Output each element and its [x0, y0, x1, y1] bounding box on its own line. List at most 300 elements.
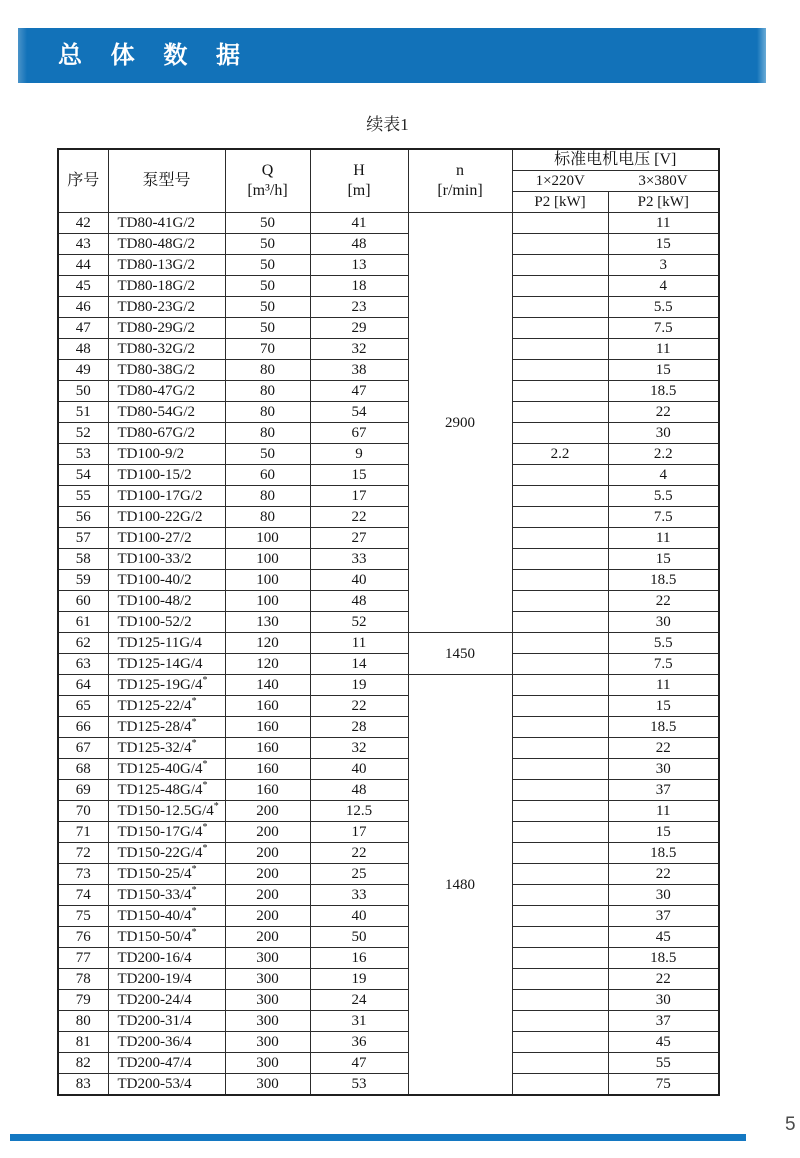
cell-h: 12.5 — [310, 801, 408, 822]
cell-model: TD80-54G/2 — [108, 402, 225, 423]
cell-p2-220v — [512, 591, 608, 612]
cell-model: TD100-22G/2 — [108, 507, 225, 528]
table-row — [58, 444, 719, 465]
cell-no: 44 — [58, 255, 108, 276]
cell-model: TD125-22/4* — [108, 696, 225, 717]
cell-q: 80 — [225, 423, 310, 444]
header-h-unit: [m] — [347, 182, 371, 199]
cell-no: 65 — [58, 696, 108, 717]
cell-p2-220v — [512, 759, 608, 780]
cell-h: 36 — [310, 1032, 408, 1053]
header-h — [310, 149, 408, 213]
cell-no: 61 — [58, 612, 108, 633]
cell-q: 80 — [225, 507, 310, 528]
cell-p2-380v: 30 — [608, 612, 719, 633]
cell-p2-380v: 22 — [608, 969, 719, 990]
cell-p2-220v — [512, 486, 608, 507]
cell-q: 300 — [225, 969, 310, 990]
section-title: 总 体 数 据 — [58, 42, 252, 69]
cell-p2-380v: 30 — [608, 759, 719, 780]
cell-model: TD125-11G/4 — [108, 633, 225, 654]
cell-p2-220v — [512, 1074, 608, 1096]
cell-p2-220v — [512, 1053, 608, 1074]
cell-p2-380v: 30 — [608, 885, 719, 906]
cell-p2-380v: 15 — [608, 696, 719, 717]
table-row — [58, 738, 719, 759]
cell-model: TD80-47G/2 — [108, 381, 225, 402]
cell-h: 16 — [310, 948, 408, 969]
cell-p2-220v — [512, 381, 608, 402]
model-asterisk: * — [202, 780, 208, 791]
cell-no: 64 — [58, 675, 108, 696]
cell-p2-220v — [512, 696, 608, 717]
header-voltage-group: 标准电机电压 [V] — [512, 149, 719, 171]
table-row — [58, 507, 719, 528]
cell-h: 22 — [310, 696, 408, 717]
table-row — [58, 864, 719, 885]
cell-q: 300 — [225, 948, 310, 969]
cell-model: TD100-17G/2 — [108, 486, 225, 507]
cell-model: TD80-29G/2 — [108, 318, 225, 339]
cell-q: 70 — [225, 339, 310, 360]
cell-h: 22 — [310, 843, 408, 864]
cell-no: 67 — [58, 738, 108, 759]
cell-h: 40 — [310, 759, 408, 780]
table-row — [58, 717, 719, 738]
cell-h: 24 — [310, 990, 408, 1011]
cell-p2-380v: 22 — [608, 402, 719, 423]
cell-no: 72 — [58, 843, 108, 864]
header-h-symbol: H — [353, 162, 365, 179]
cell-no: 45 — [58, 276, 108, 297]
cell-no: 54 — [58, 465, 108, 486]
cell-p2-380v: 4 — [608, 276, 719, 297]
section-header-bar — [18, 28, 766, 83]
cell-q: 80 — [225, 402, 310, 423]
cell-model: TD80-67G/2 — [108, 423, 225, 444]
cell-model: TD150-40/4* — [108, 906, 225, 927]
cell-no: 42 — [58, 213, 108, 234]
table-header — [58, 149, 719, 213]
cell-model: TD80-32G/2 — [108, 339, 225, 360]
header-380v: 3×380V — [608, 171, 719, 192]
cell-q: 50 — [225, 297, 310, 318]
cell-q: 50 — [225, 255, 310, 276]
header-q — [225, 149, 310, 213]
header-q-unit: [m³/h] — [247, 182, 288, 199]
cell-p2-380v: 55 — [608, 1053, 719, 1074]
cell-p2-380v: 5.5 — [608, 633, 719, 654]
cell-p2-220v — [512, 885, 608, 906]
table-row — [58, 801, 719, 822]
model-asterisk: * — [202, 843, 208, 854]
cell-q: 300 — [225, 1032, 310, 1053]
table-row — [58, 234, 719, 255]
cell-p2-380v: 22 — [608, 591, 719, 612]
model-asterisk: * — [202, 675, 208, 686]
table-row — [58, 423, 719, 444]
table-row — [58, 633, 719, 654]
cell-p2-380v: 7.5 — [608, 507, 719, 528]
cell-p2-220v — [512, 360, 608, 381]
header-n-unit: [r/min] — [437, 182, 483, 199]
cell-h: 33 — [310, 549, 408, 570]
model-asterisk: * — [191, 717, 197, 728]
cell-h: 17 — [310, 486, 408, 507]
cell-q: 80 — [225, 381, 310, 402]
cell-no: 76 — [58, 927, 108, 948]
cell-q: 120 — [225, 654, 310, 675]
cell-p2-220v — [512, 339, 608, 360]
cell-h: 28 — [310, 717, 408, 738]
cell-no: 80 — [58, 1011, 108, 1032]
cell-no: 70 — [58, 801, 108, 822]
cell-p2-380v: 37 — [608, 906, 719, 927]
cell-p2-220v — [512, 738, 608, 759]
cell-p2-380v: 18.5 — [608, 843, 719, 864]
cell-no: 60 — [58, 591, 108, 612]
cell-p2-380v: 75 — [608, 1074, 719, 1096]
cell-model: TD200-36/4 — [108, 1032, 225, 1053]
cell-p2-380v: 11 — [608, 213, 719, 234]
header-q-symbol: Q — [261, 162, 274, 179]
model-asterisk: * — [191, 885, 197, 896]
cell-model: TD100-33/2 — [108, 549, 225, 570]
header-model: 泵型号 — [108, 149, 225, 213]
model-asterisk: * — [191, 927, 197, 938]
cell-q: 60 — [225, 465, 310, 486]
cell-h: 23 — [310, 297, 408, 318]
cell-model: TD125-14G/4 — [108, 654, 225, 675]
cell-no: 62 — [58, 633, 108, 654]
table-row — [58, 549, 719, 570]
cell-model: TD125-28/4* — [108, 717, 225, 738]
cell-no: 66 — [58, 717, 108, 738]
cell-p2-220v — [512, 318, 608, 339]
cell-no: 57 — [58, 528, 108, 549]
cell-p2-380v: 11 — [608, 339, 719, 360]
cell-h: 18 — [310, 276, 408, 297]
cell-h: 14 — [310, 654, 408, 675]
table-row — [58, 780, 719, 801]
cell-q: 200 — [225, 864, 310, 885]
cell-h: 13 — [310, 255, 408, 276]
cell-h: 17 — [310, 822, 408, 843]
cell-p2-220v — [512, 549, 608, 570]
cell-model: TD125-48G/4* — [108, 780, 225, 801]
cell-h: 41 — [310, 213, 408, 234]
model-asterisk: * — [202, 759, 208, 770]
cell-q: 80 — [225, 360, 310, 381]
cell-model: TD100-9/2 — [108, 444, 225, 465]
cell-model: TD100-52/2 — [108, 612, 225, 633]
cell-p2-380v: 7.5 — [608, 654, 719, 675]
cell-p2-220v — [512, 780, 608, 801]
cell-p2-220v — [512, 255, 608, 276]
cell-p2-220v — [512, 1032, 608, 1053]
cell-p2-380v: 18.5 — [608, 570, 719, 591]
cell-h: 50 — [310, 927, 408, 948]
table-row — [58, 885, 719, 906]
table-row — [58, 318, 719, 339]
cell-p2-380v: 30 — [608, 423, 719, 444]
table-row — [58, 381, 719, 402]
cell-model: TD80-41G/2 — [108, 213, 225, 234]
cell-no: 82 — [58, 1053, 108, 1074]
table-row — [58, 591, 719, 612]
cell-model: TD200-19/4 — [108, 969, 225, 990]
cell-q: 50 — [225, 234, 310, 255]
table-row — [58, 969, 719, 990]
cell-no: 77 — [58, 948, 108, 969]
cell-p2-380v: 3 — [608, 255, 719, 276]
header-p2-220v: P2 [kW] — [512, 192, 608, 213]
cell-no: 81 — [58, 1032, 108, 1053]
cell-p2-380v: 30 — [608, 990, 719, 1011]
table-row — [58, 1011, 719, 1032]
cell-model: TD80-18G/2 — [108, 276, 225, 297]
cell-h: 9 — [310, 444, 408, 465]
cell-h: 54 — [310, 402, 408, 423]
cell-h: 32 — [310, 738, 408, 759]
cell-p2-380v: 18.5 — [608, 381, 719, 402]
cell-q: 160 — [225, 780, 310, 801]
cell-p2-380v: 18.5 — [608, 717, 719, 738]
cell-q: 160 — [225, 759, 310, 780]
cell-q: 160 — [225, 738, 310, 759]
cell-q: 120 — [225, 633, 310, 654]
cell-no: 79 — [58, 990, 108, 1011]
cell-model: TD150-25/4* — [108, 864, 225, 885]
cell-q: 50 — [225, 213, 310, 234]
cell-model: TD125-19G/4* — [108, 675, 225, 696]
cell-p2-220v — [512, 990, 608, 1011]
cell-q: 200 — [225, 822, 310, 843]
cell-q: 200 — [225, 927, 310, 948]
footer-rule — [10, 1134, 746, 1141]
cell-p2-380v: 15 — [608, 360, 719, 381]
cell-p2-220v — [512, 675, 608, 696]
cell-model: TD80-38G/2 — [108, 360, 225, 381]
cell-no: 74 — [58, 885, 108, 906]
cell-h: 67 — [310, 423, 408, 444]
model-asterisk: * — [191, 738, 197, 749]
cell-p2-220v — [512, 822, 608, 843]
cell-q: 200 — [225, 885, 310, 906]
cell-no: 55 — [58, 486, 108, 507]
table-row — [58, 675, 719, 696]
cell-q: 140 — [225, 675, 310, 696]
cell-no: 43 — [58, 234, 108, 255]
table-row — [58, 927, 719, 948]
cell-h: 52 — [310, 612, 408, 633]
table-row — [58, 612, 719, 633]
cell-model: TD150-33/4* — [108, 885, 225, 906]
cell-speed: 2900 — [408, 213, 512, 633]
cell-no: 58 — [58, 549, 108, 570]
table-row — [58, 1032, 719, 1053]
cell-h: 47 — [310, 381, 408, 402]
cell-q: 200 — [225, 843, 310, 864]
cell-no: 49 — [58, 360, 108, 381]
cell-no: 59 — [58, 570, 108, 591]
cell-no: 52 — [58, 423, 108, 444]
cell-no: 46 — [58, 297, 108, 318]
table-row — [58, 465, 719, 486]
cell-speed: 1450 — [408, 633, 512, 675]
cell-p2-380v: 37 — [608, 1011, 719, 1032]
cell-p2-380v: 15 — [608, 234, 719, 255]
cell-p2-380v: 22 — [608, 738, 719, 759]
cell-no: 83 — [58, 1074, 108, 1096]
table-row — [58, 696, 719, 717]
cell-model: TD150-17G/4* — [108, 822, 225, 843]
model-asterisk: * — [213, 801, 219, 812]
cell-no: 56 — [58, 507, 108, 528]
cell-h: 48 — [310, 591, 408, 612]
cell-no: 68 — [58, 759, 108, 780]
header-no: 序号 — [58, 149, 108, 213]
cell-no: 48 — [58, 339, 108, 360]
cell-model: TD150-50/4* — [108, 927, 225, 948]
table-row — [58, 906, 719, 927]
cell-p2-380v: 2.2 — [608, 444, 719, 465]
cell-h: 48 — [310, 780, 408, 801]
cell-p2-220v — [512, 633, 608, 654]
page-number: 5 — [785, 1114, 796, 1135]
cell-h: 32 — [310, 339, 408, 360]
cell-p2-380v: 11 — [608, 528, 719, 549]
cell-h: 27 — [310, 528, 408, 549]
cell-no: 51 — [58, 402, 108, 423]
table-row — [58, 528, 719, 549]
cell-p2-220v — [512, 465, 608, 486]
table-row — [58, 759, 719, 780]
cell-h: 48 — [310, 234, 408, 255]
cell-h: 40 — [310, 906, 408, 927]
cell-no: 53 — [58, 444, 108, 465]
cell-p2-220v — [512, 843, 608, 864]
table-row — [58, 822, 719, 843]
cell-model: TD200-31/4 — [108, 1011, 225, 1032]
cell-h: 15 — [310, 465, 408, 486]
header-220v: 1×220V — [512, 171, 608, 192]
table-row — [58, 1074, 719, 1096]
cell-model: TD125-32/4* — [108, 738, 225, 759]
cell-no: 69 — [58, 780, 108, 801]
cell-h: 29 — [310, 318, 408, 339]
cell-p2-220v — [512, 213, 608, 234]
cell-p2-220v — [512, 864, 608, 885]
cell-h: 38 — [310, 360, 408, 381]
cell-q: 300 — [225, 1011, 310, 1032]
cell-model: TD80-23G/2 — [108, 297, 225, 318]
header-p2-380v: P2 [kW] — [608, 192, 719, 213]
cell-no: 78 — [58, 969, 108, 990]
cell-q: 50 — [225, 444, 310, 465]
cell-h: 22 — [310, 507, 408, 528]
cell-q: 160 — [225, 696, 310, 717]
cell-p2-220v — [512, 1011, 608, 1032]
table-row — [58, 276, 719, 297]
cell-p2-220v — [512, 570, 608, 591]
table-row — [58, 339, 719, 360]
cell-h: 53 — [310, 1074, 408, 1096]
cell-model: TD100-40/2 — [108, 570, 225, 591]
cell-h: 47 — [310, 1053, 408, 1074]
cell-p2-220v — [512, 654, 608, 675]
cell-q: 50 — [225, 318, 310, 339]
table-caption: 续表1 — [366, 115, 409, 134]
pump-data-table — [57, 148, 720, 1096]
cell-p2-380v: 4 — [608, 465, 719, 486]
table-row — [58, 360, 719, 381]
cell-p2-380v: 11 — [608, 675, 719, 696]
table-row — [58, 486, 719, 507]
cell-q: 130 — [225, 612, 310, 633]
cell-q: 100 — [225, 570, 310, 591]
table-row — [58, 213, 719, 234]
cell-p2-380v: 45 — [608, 1032, 719, 1053]
cell-p2-220v — [512, 906, 608, 927]
cell-p2-220v — [512, 948, 608, 969]
cell-q: 100 — [225, 591, 310, 612]
cell-no: 73 — [58, 864, 108, 885]
model-asterisk: * — [202, 822, 208, 833]
cell-p2-220v — [512, 297, 608, 318]
cell-model: TD200-24/4 — [108, 990, 225, 1011]
cell-p2-220v — [512, 234, 608, 255]
table-row — [58, 255, 719, 276]
cell-h: 25 — [310, 864, 408, 885]
cell-h: 11 — [310, 633, 408, 654]
cell-p2-220v — [512, 507, 608, 528]
cell-model: TD150-12.5G/4* — [108, 801, 225, 822]
table-row — [58, 990, 719, 1011]
cell-p2-220v — [512, 927, 608, 948]
cell-p2-220v — [512, 528, 608, 549]
cell-p2-380v: 7.5 — [608, 318, 719, 339]
cell-p2-380v: 22 — [608, 864, 719, 885]
cell-p2-220v — [512, 717, 608, 738]
cell-p2-220v — [512, 801, 608, 822]
table-row — [58, 570, 719, 591]
cell-p2-380v: 5.5 — [608, 297, 719, 318]
cell-model: TD80-13G/2 — [108, 255, 225, 276]
cell-h: 40 — [310, 570, 408, 591]
cell-p2-220v — [512, 612, 608, 633]
table-row — [58, 843, 719, 864]
cell-h: 19 — [310, 675, 408, 696]
cell-model: TD80-48G/2 — [108, 234, 225, 255]
cell-p2-380v: 15 — [608, 549, 719, 570]
cell-p2-220v: 2.2 — [512, 444, 608, 465]
cell-no: 75 — [58, 906, 108, 927]
cell-model: TD200-53/4 — [108, 1074, 225, 1096]
table-row — [58, 654, 719, 675]
model-asterisk: * — [191, 696, 197, 707]
cell-p2-220v — [512, 276, 608, 297]
cell-p2-220v — [512, 402, 608, 423]
cell-p2-380v: 15 — [608, 822, 719, 843]
cell-h: 33 — [310, 885, 408, 906]
cell-q: 300 — [225, 990, 310, 1011]
cell-model: TD100-48/2 — [108, 591, 225, 612]
cell-model: TD200-47/4 — [108, 1053, 225, 1074]
cell-p2-380v: 37 — [608, 780, 719, 801]
header-n — [408, 149, 512, 213]
table-body — [58, 213, 719, 1096]
